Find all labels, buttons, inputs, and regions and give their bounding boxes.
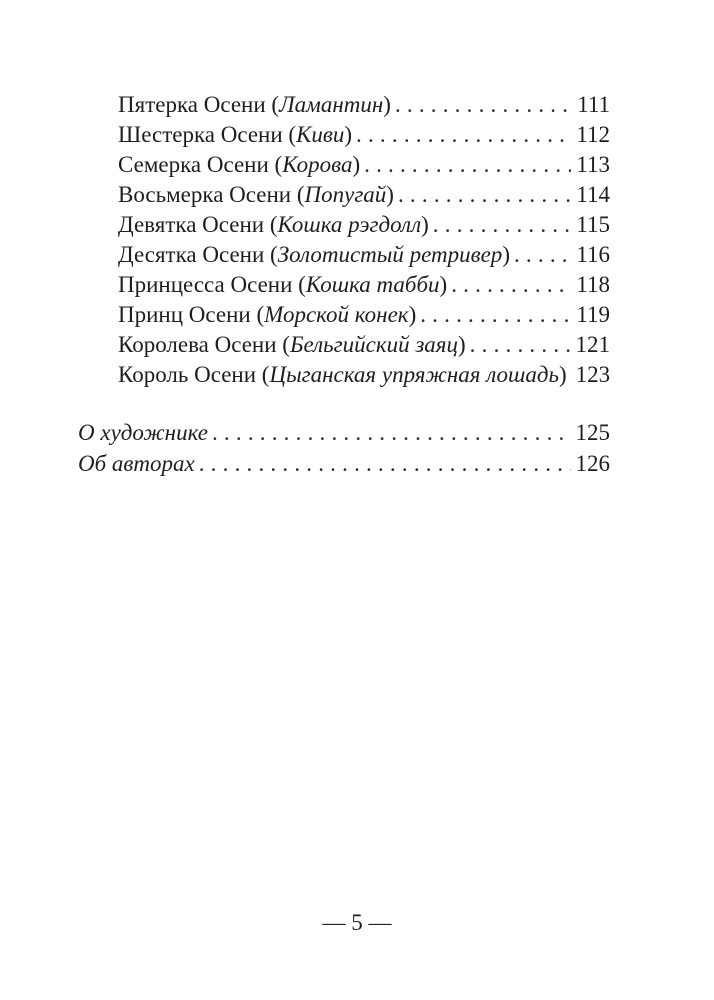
dot-leader [420, 300, 571, 330]
toc-entry [118, 240, 610, 270]
dot-leader [212, 418, 571, 448]
toc-entry [118, 300, 610, 330]
toc-section-about-authors [78, 449, 610, 479]
dot-leader [364, 150, 571, 180]
entry-subtitle: Бельгийский заяц [289, 332, 458, 357]
entry-title: Принц Осени (Морской конек) [118, 302, 417, 327]
dot-leader [514, 240, 571, 270]
entry-title: Король Осени (Цыганская упряжная лошадь) [118, 362, 567, 387]
toc-entry [118, 90, 610, 120]
toc-entry [118, 120, 610, 150]
dot-leader [199, 449, 571, 479]
page-number: 123 [575, 362, 611, 387]
page-number: 112 [576, 122, 610, 147]
section-title: О художнике [78, 420, 208, 445]
toc-entry [118, 180, 610, 210]
entry-title: Девятка Осени (Кошка рэгдолл) [118, 212, 429, 237]
entry-title: Семерка Осени (Корова) [118, 152, 361, 177]
dot-leader [451, 270, 571, 300]
page-number: 113 [576, 152, 610, 177]
dot-leader [398, 180, 571, 210]
entry-subtitle: Золотистый ретривер [277, 242, 503, 267]
entry-subtitle: Кошка табби [305, 272, 440, 297]
entry-title: Восьмерка Осени (Попугай) [118, 182, 394, 207]
page-number: 121 [575, 332, 610, 357]
entry-subtitle: Ламантин [279, 92, 384, 117]
dot-leader [356, 120, 571, 150]
entry-subtitle: Попугай [304, 182, 387, 207]
page-number: 126 [575, 451, 610, 476]
toc-entry [118, 210, 610, 240]
page-number: 118 [576, 272, 610, 297]
section-title: Об авторах [78, 451, 195, 476]
page-number: 115 [576, 212, 610, 237]
entry-title: Пятерка Осени (Ламантин) [118, 92, 391, 117]
entry-subtitle: Киви [296, 122, 345, 147]
toc-section-about-artist [78, 418, 610, 448]
entry-title: Десятка Осени (Золотистый ретривер) [118, 242, 510, 267]
entry-title: Королева Осени (Бельгийский заяц) [118, 332, 466, 357]
page-number: 111 [577, 92, 610, 117]
entry-subtitle: Цыганская упряжная лошадь [269, 362, 559, 387]
toc-entry [118, 270, 610, 300]
page-number: 119 [576, 302, 610, 327]
entry-subtitle: Кошка рэгдолл [277, 212, 422, 237]
toc-entry [118, 360, 610, 390]
entry-subtitle: Морской конек [264, 302, 409, 327]
entry-title: Принцесса Осени (Кошка табби) [118, 272, 448, 297]
page-number: 116 [576, 242, 610, 267]
dot-leader [433, 210, 571, 240]
entry-title: Шестерка Осени (Киви) [118, 122, 353, 147]
entry-subtitle: Корова [282, 152, 353, 177]
toc-entry [118, 330, 610, 360]
dot-leader [395, 90, 571, 120]
page-folio: — 5 — [322, 910, 392, 935]
toc-entry [118, 150, 610, 180]
page-number: 114 [576, 182, 610, 207]
page-number: 125 [575, 420, 610, 445]
dot-leader [470, 330, 571, 360]
